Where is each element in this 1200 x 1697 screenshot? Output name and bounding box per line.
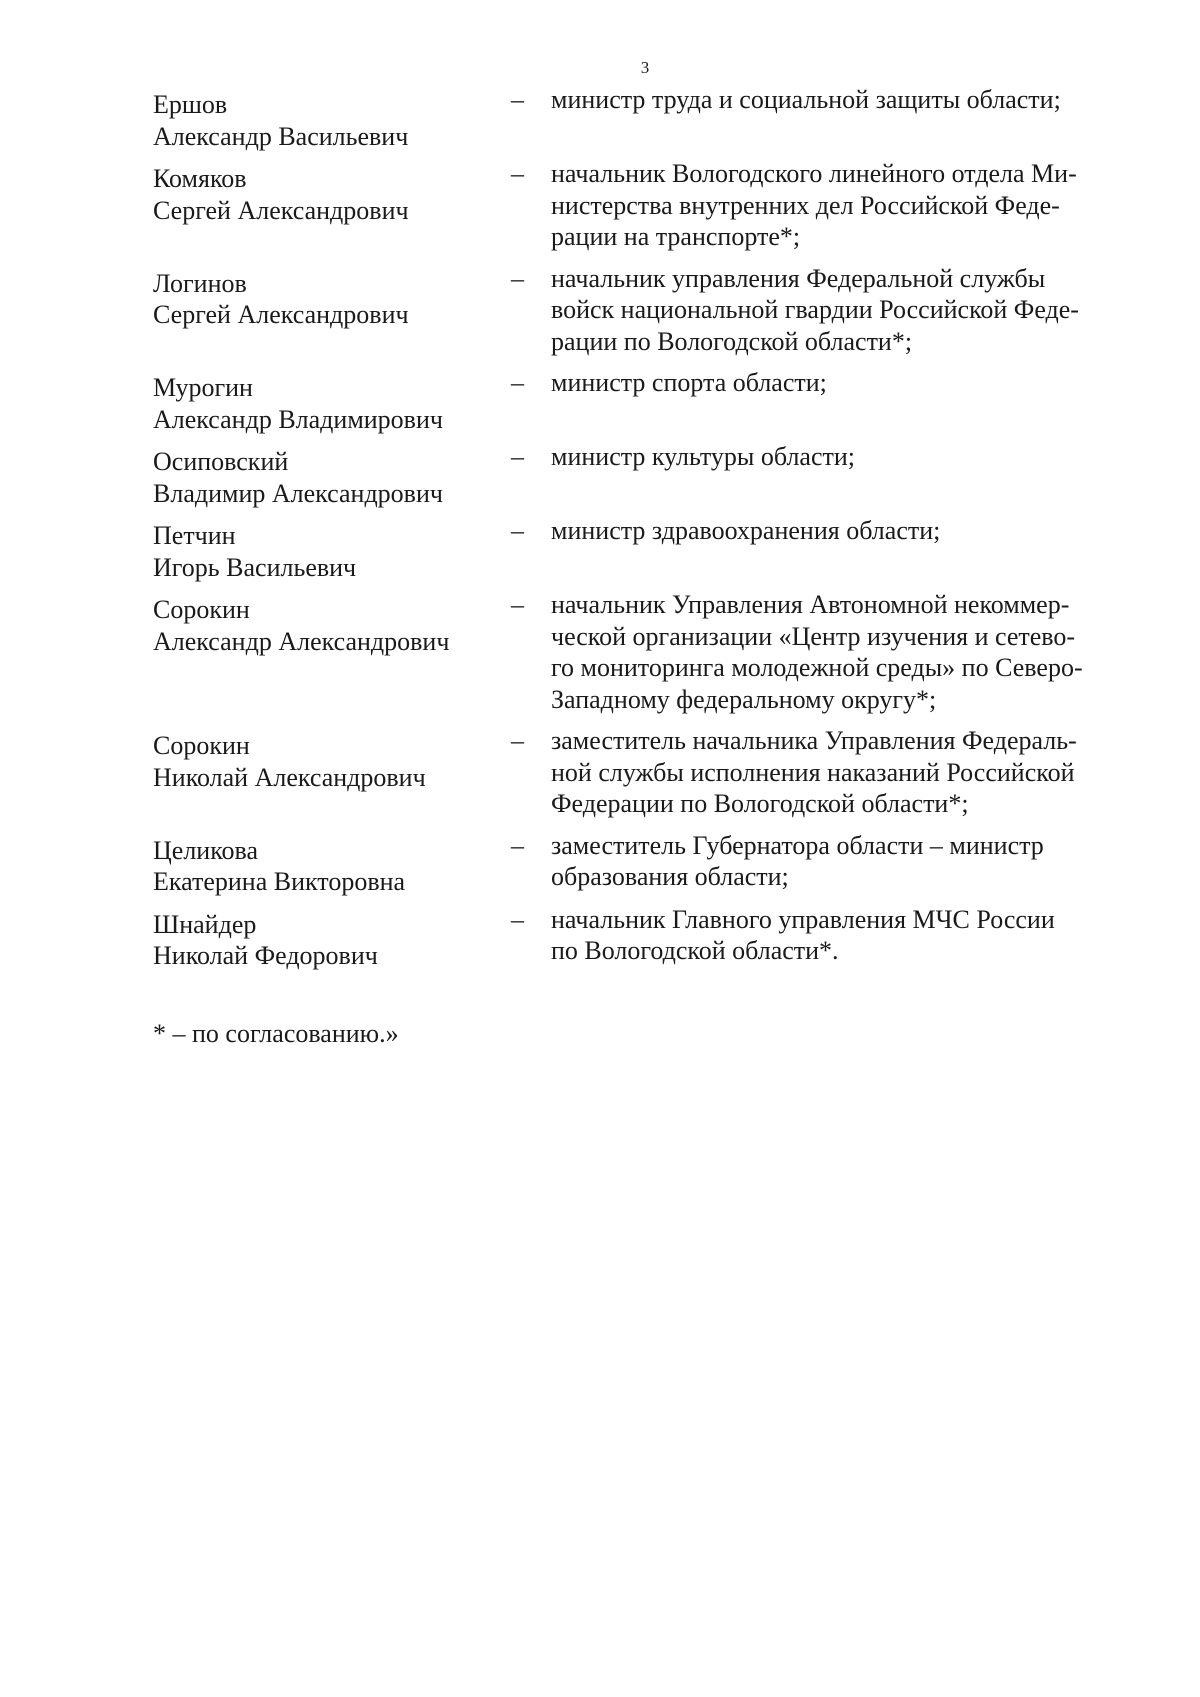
member-name [153,158,511,226]
member-list [153,84,1143,972]
member-entry [153,725,1143,820]
member-position-line: нистерства внутренних дел Российской Феде- [551,190,1060,220]
member-position [551,589,1135,715]
member-entry [153,367,1143,435]
member-entry [153,441,1143,509]
member-position [551,830,1135,893]
member-position-line: Федерации по Вологодской области*; [551,789,969,818]
member-surname: Сорокин [153,731,250,760]
member-position-line: министр спорта области; [551,368,827,397]
member-given-names: Александр Александрович [153,626,450,656]
member-surname: Шнайдер [153,909,257,939]
member-position-line: Западному федеральному округу*; [551,684,937,714]
member-surname: Логинов [153,268,247,298]
member-name [153,515,511,583]
member-position-line: начальник Главного управления МЧС России [551,904,1055,934]
member-position [551,515,1135,547]
member-position-line: образования области; [551,862,789,891]
member-entry [153,904,1143,972]
member-position-line: начальник Вологодского линейного отдела Ми- [551,159,1077,188]
member-position-line: го мониторинга молодежной среды» по Северо- [551,653,1083,682]
member-name [153,441,511,509]
member-given-names: Александр Васильевич [153,121,409,151]
member-name [153,367,511,435]
member-given-names: Александр Владимирович [153,404,443,434]
member-given-names: Владимир Александрович [153,478,443,508]
separator-dash: – [511,516,524,545]
separator-dash: – [511,263,524,293]
member-position-line: ческой организации «Центр изучения и сетево- [551,621,1076,651]
separator-dash: – [511,159,524,188]
member-surname: Целикова [153,835,258,865]
member-position [551,904,1135,967]
member-name [153,830,511,898]
member-position [551,84,1135,116]
member-name [153,589,511,657]
member-surname: Мурогин [153,373,253,402]
member-position-line: рации по Вологодской области*; [551,326,913,356]
member-position [551,263,1135,358]
member-given-names: Сергей Александрович [153,300,409,329]
member-position-line: ной службы исполнения наказаний Российской [551,757,1075,787]
member-position-line: заместитель Губернатора области – министр [551,830,1044,860]
member-position [551,725,1135,820]
member-position-line: министр здравоохранения области; [551,516,941,545]
page-number: 3 [640,58,650,77]
member-entry [153,515,1143,583]
separator-dash: – [511,904,524,934]
member-position-line: заместитель начальника Управления Федераль- [551,726,1077,755]
member-position-line: рации на транспорте*; [551,222,801,251]
member-name [153,84,511,152]
separator-dash: – [511,590,524,619]
separator-dash: – [511,368,524,397]
member-surname: Петчин [153,521,236,550]
member-position-line: по Вологодской области*. [551,936,839,965]
separator-dash: – [511,442,524,471]
member-given-names: Николай Александрович [153,762,426,792]
member-surname: Сорокин [153,595,250,624]
member-name [153,263,511,331]
member-given-names: Игорь Васильевич [153,552,357,582]
member-position [551,367,1135,399]
member-position [551,158,1135,253]
member-position-line: войск национальной гвардии Российской Феде- [551,295,1079,324]
member-position-line: начальник Управления Автономной некоммер- [551,590,1070,619]
separator-dash: – [511,726,524,755]
member-surname: Комяков [153,164,247,193]
member-name [153,904,511,972]
member-given-names: Николай Федорович [153,941,378,970]
member-surname: Ершов [153,90,228,119]
footnote: * – по согласованию.» [153,1019,399,1048]
member-entry [153,589,1143,715]
member-surname: Осиповский [153,447,289,476]
member-entry [153,158,1143,253]
member-position [551,441,1135,473]
member-position-line: министр культуры области; [551,442,856,471]
member-entry [153,830,1143,898]
member-name [153,725,511,793]
member-position-line: министр труда и социальной защиты области; [551,85,1061,114]
separator-dash: – [511,830,524,860]
member-entry [153,84,1143,152]
member-given-names: Сергей Александрович [153,195,409,225]
member-entry [153,263,1143,358]
member-position-line: начальник управления Федеральной службы [551,263,1046,293]
separator-dash: – [511,85,524,114]
member-given-names: Екатерина Викторовна [153,867,406,896]
